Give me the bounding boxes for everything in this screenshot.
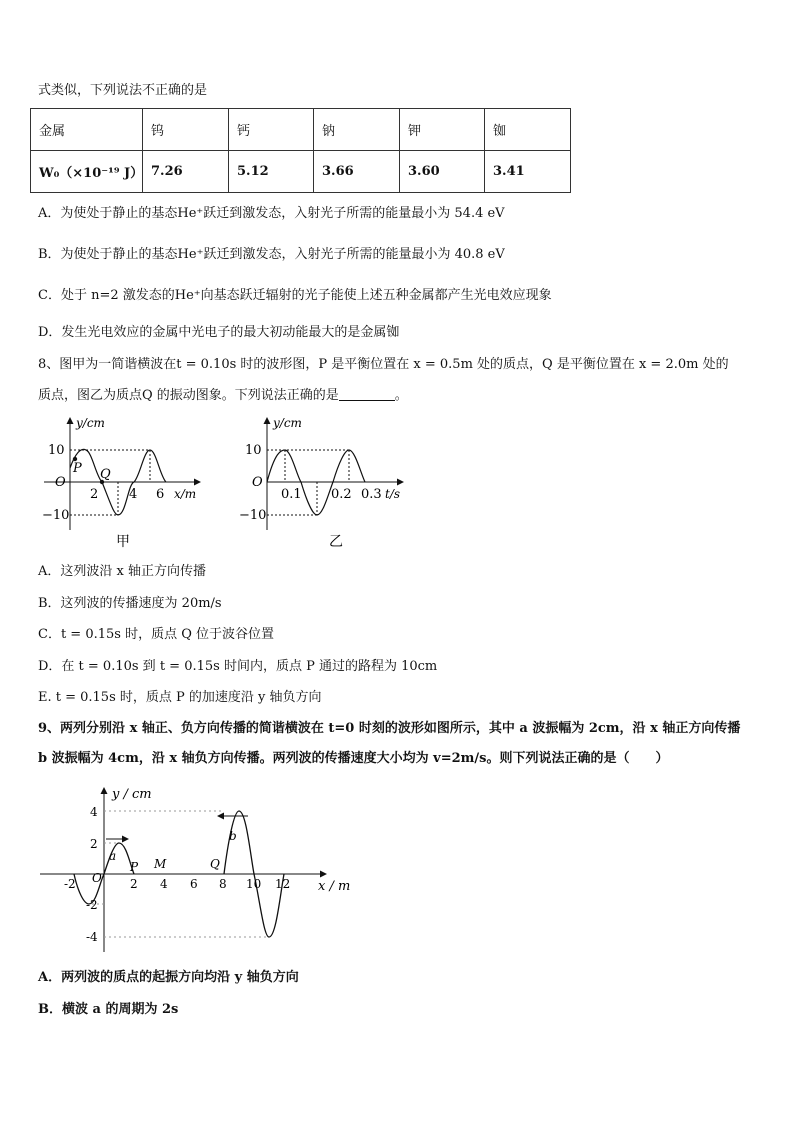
x-tick: 4 (129, 487, 138, 502)
vibration-figure-yi (237, 412, 412, 554)
y-tick-bottom: −10 (42, 508, 70, 523)
y-tick-bottom: −10 (239, 508, 267, 523)
work-function-table (30, 108, 571, 193)
y-axis-label: y/cm (76, 416, 105, 430)
figure-caption-jia: 甲 (116, 534, 130, 550)
x-axis-label: x / m (318, 879, 351, 894)
q8-option-a: A．这列波沿 x 轴正方向传播 (38, 564, 206, 579)
q9-stem-line1: 9、两列分别沿 x 轴正、负方向传播的简谐横波在 t=0 时刻的波形如图所示，其中 a 波振幅为 2cm，沿 x 轴正方向传播 (38, 721, 741, 736)
two-waves-figure (36, 782, 356, 962)
point-m-label: M (154, 857, 167, 871)
intro-line: 式类似，下列说法不正确的是 (38, 83, 208, 98)
x-tick: -2 (64, 877, 76, 891)
q9-stem-line2: b 波振幅为 4cm，沿 x 轴负方向传播。两列波的传播速度大小均为 v=2m/s。则下列说法正确的是（ ） (38, 751, 669, 766)
y-tick: 2 (90, 837, 98, 851)
q8-stem-line2 (38, 387, 408, 405)
origin-label: O (252, 475, 263, 490)
q8-stem-line1: 8、图甲为一简谐横波在t = 0.10s 时的波形图，P 是平衡位置在 x = 0.5m 处的质点，Q 是平衡位置在 x = 2.0m 处的 (38, 357, 729, 372)
point-q-label: Q (100, 467, 111, 482)
answer-blank (339, 388, 395, 401)
table-cell: 3.60 (400, 151, 485, 193)
x-tick: 2 (90, 487, 99, 502)
q8-stem-text: 质点，图乙为质点Q 的振动图象。下列说法正确的是 (38, 388, 339, 403)
origin-label: O (55, 475, 66, 490)
table-header-cell: 铷 (485, 109, 571, 151)
wave-a-label: a (109, 849, 117, 863)
y-tick: -4 (86, 930, 98, 944)
wave-figure-jia (40, 412, 215, 554)
origin-label: O (92, 871, 102, 885)
y-tick: 4 (90, 805, 98, 819)
x-tick: 6 (190, 877, 198, 891)
wave-b-label: b (229, 829, 237, 843)
table-header-cell: 钨 (143, 109, 229, 151)
table-header-cell: 钙 (229, 109, 314, 151)
t-tick: 0.2 (331, 487, 352, 502)
x-tick: 12 (275, 877, 291, 891)
q8-option-e: E. t = 0.15s 时，质点 P 的加速度沿 y 轴负方向 (38, 690, 322, 705)
y-tick-top: 10 (245, 443, 262, 458)
q7-option-b: B．为使处于静止的基态He⁺跃迁到激发态，入射光子所需的能量最小为 40.8 eV (38, 247, 505, 262)
q8-option-c: C．t = 0.15s 时，质点 Q 位于波谷位置 (38, 627, 274, 642)
table-header-cell: 钾 (400, 109, 485, 151)
y-axis-label: y/cm (273, 416, 302, 430)
table-cell: 3.66 (314, 151, 400, 193)
q7-option-a: A．为使处于静止的基态He⁺跃迁到激发态，入射光子所需的能量最小为 54.4 eV (38, 206, 505, 221)
table-row (31, 109, 571, 151)
table-cell: 5.12 (229, 151, 314, 193)
table-row (31, 151, 571, 193)
y-tick-top: 10 (48, 443, 65, 458)
x-tick: 6 (156, 487, 165, 502)
t-axis-label: t/s (385, 487, 401, 501)
y-axis-label: y / cm (112, 787, 152, 802)
x-tick: 2 (130, 877, 138, 891)
figure-caption-yi: 乙 (329, 534, 343, 550)
q9-option-b: B．横波 a 的周期为 2s (38, 1002, 179, 1017)
table-cell: 3.41 (485, 151, 571, 193)
x-tick: 4 (160, 877, 168, 891)
point-q-label: Q (210, 857, 220, 871)
x-tick: 10 (246, 877, 262, 891)
q9-option-a: A．两列波的质点的起振方向均沿 y 轴负方向 (38, 970, 299, 985)
x-axis-label: x/m (174, 487, 197, 501)
q7-option-c: C．处于 n=2 激发态的He⁺向基态跃迁辐射的光子能使上述五种金属都产生光电效应现象 (38, 288, 552, 303)
point-p-label: P (130, 860, 139, 874)
q8-option-b: B．这列波的传播速度为 20m/s (38, 596, 222, 611)
q8-option-d: D．在 t = 0.10s 到 t = 0.15s 时间内，质点 P 通过的路程为 10cm (38, 659, 438, 674)
t-tick: 0.3 (361, 487, 382, 502)
table-header-cell: 钠 (314, 109, 400, 151)
table-row-label: W₀（×10⁻¹⁹ J） (31, 151, 143, 193)
table-header-cell: 金属 (31, 109, 143, 151)
table-cell: 7.26 (143, 151, 229, 193)
q8-stem-end: 。 (394, 388, 408, 403)
t-tick: 0.1 (281, 487, 302, 502)
q7-option-d: D．发生光电效应的金属中光电子的最大初动能最大的是金属铷 (38, 325, 400, 340)
y-tick: -2 (86, 898, 98, 912)
x-tick: 8 (219, 877, 227, 891)
point-p-label: P (73, 461, 82, 476)
